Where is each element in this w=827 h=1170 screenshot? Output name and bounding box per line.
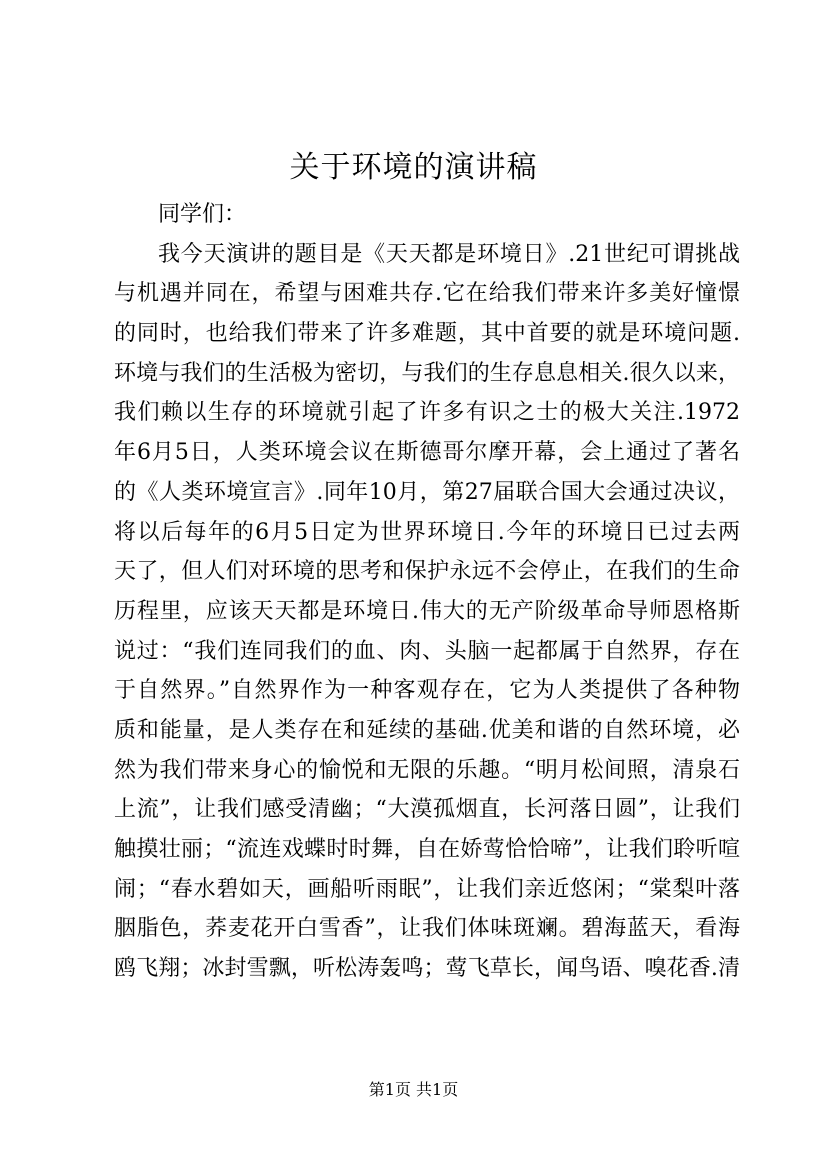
paragraph-line: 与机遇并同在，希望与困难共存.它在给我们带来许多美好憧憬 xyxy=(114,281,740,307)
page-number-footer: 第1页 共1页 xyxy=(368,1080,459,1099)
paragraph-line: 上流”，让我们感受清幽；“大漠孤烟直，长河落日圆”，让我们 xyxy=(114,797,740,823)
salutation-line: 同学们： xyxy=(158,202,247,227)
paragraph-line: 胭脂色，荞麦花开白雪香”，让我们体味斑斓。碧海蓝天，看海 xyxy=(114,916,740,942)
speech-body xyxy=(114,195,740,989)
paragraph-line: 然为我们带来身心的愉悦和无限的乐趣。“明月松间照，清泉石 xyxy=(114,757,740,783)
paragraph-line: 历程里，应该天天都是环境日.伟大的无产阶级革命导师恩格斯 xyxy=(114,598,740,624)
paragraph-line: 质和能量，是人类存在和延续的基础.优美和谐的自然环境，必 xyxy=(114,717,740,743)
paragraph-line: 我们赖以生存的环境就引起了许多有识之士的极大关注.1972 xyxy=(114,400,740,426)
paragraph-line: 天了，但人们对环境的思考和保护永远不会停止，在我们的生命 xyxy=(114,559,740,585)
paragraph-line: 闹；“春水碧如天，画船听雨眠”，让我们亲近悠闲；“棠梨叶落 xyxy=(114,876,740,902)
paragraph-line: 将以后每年的6月5日定为世界环境日.今年的环境日已过去两 xyxy=(114,519,740,545)
paragraph-line: 鸥飞翔；冰封雪飘，听松涛轰鸣；莺飞草长，闻鸟语、嗅花香.清 xyxy=(114,956,740,982)
paragraph-line: 环境与我们的生活极为密切，与我们的生存息息相关.很久以来， xyxy=(114,360,740,386)
paragraph-line: 触摸壮丽；“流连戏蝶时时舞，自在娇莺恰恰啼”，让我们聆听喧 xyxy=(114,837,740,862)
paragraph-line: 年6月5日，人类环境会议在斯德哥尔摩开幕，会上通过了著名 xyxy=(114,440,740,466)
paragraph-line: 于自然界。”自然界作为一种客观存在，它为人类提供了各种物 xyxy=(114,678,740,704)
paragraph-line: 说过：“我们连同我们的血、肉、头脑一起都属于自然界，存在 xyxy=(114,638,740,664)
paragraph-line: 的同时，也给我们带来了许多难题，其中首要的就是环境问题. xyxy=(114,321,740,347)
paragraph-line: 的《人类环境宣言》.同年10月，第27届联合国大会通过决议， xyxy=(114,479,740,505)
paragraph-line: 我今天演讲的题目是《天天都是环境日》.21世纪可谓挑战 xyxy=(158,241,740,267)
document-title: 关于环境的演讲稿 xyxy=(289,150,538,185)
